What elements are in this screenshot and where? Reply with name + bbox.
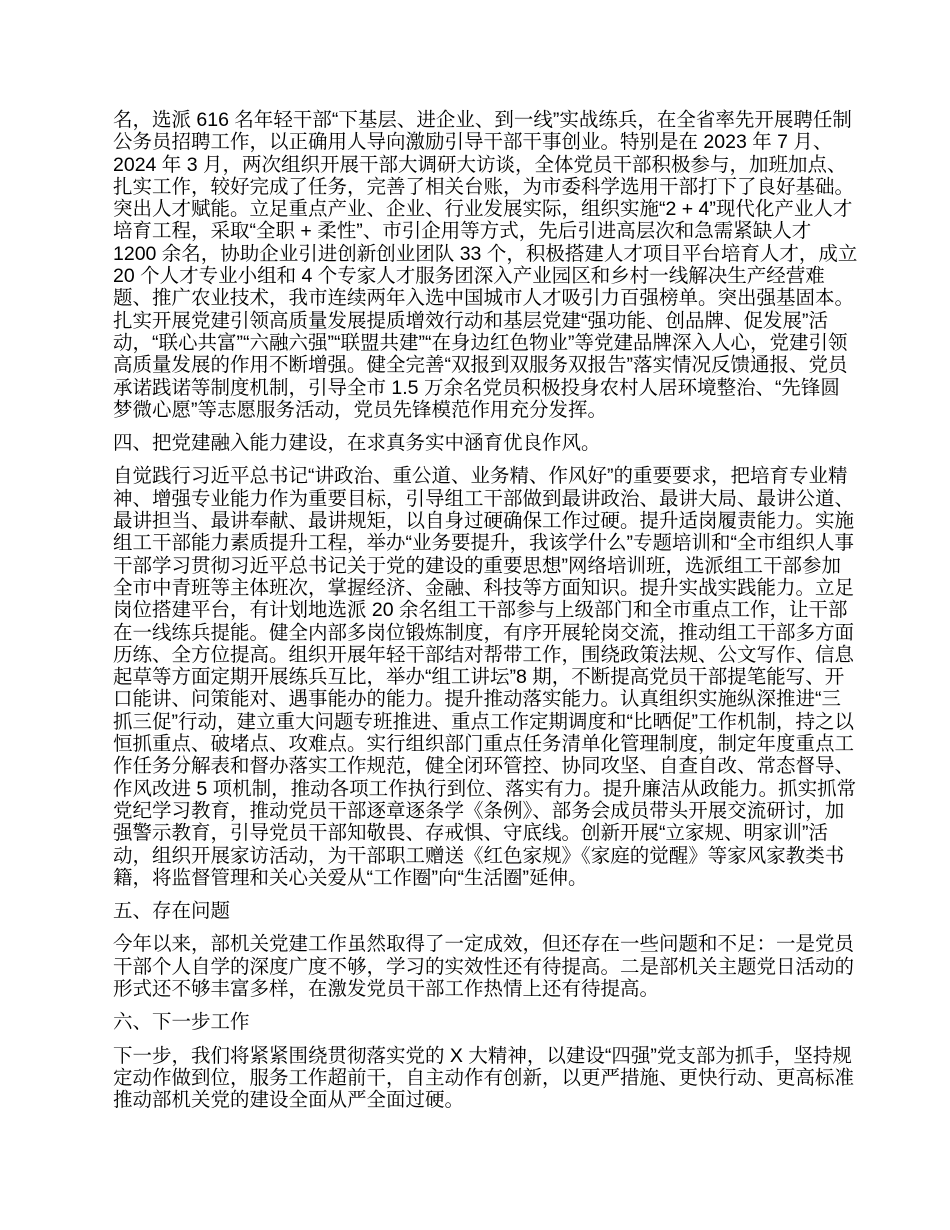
body-paragraph: 下一步，我们将紧紧围绕贯彻落实党的 X 大精神，以建设“四强”党支部为抓手，坚持规定动作做到位，服务工作超前干，自主动作有创新，以更严措施、更快行动、更高标准推动部机关党的建设全面从严全面过硬。: [113, 1044, 855, 1112]
document-page: [113, 109, 859, 1122]
section-heading: 五、存在问题: [113, 900, 231, 923]
body-paragraph: 今年以来，部机关党建工作虽然取得了一定成效，但还存在一些问题和不足：一是党员干部个人自学的深度广度不够，学习的实效性还有待提高。二是部机关主题党日活动的形式还不够丰富多样，在激发党员干部工作热情上还有待提高。: [113, 933, 855, 1000]
section-heading: 六、下一步工作: [113, 1011, 250, 1034]
body-paragraph: 自觉践行习近平总书记“讲政治、重公道、业务精、作风好”的重要要求，把培育专业精神、增强专业能力作为重要目标，引导组工干部做到最讲政治、最讲大局、最讲公道、最讲担当、最讲奉献、最讲规矩，以自身过硬确保工作过硬。提升适岗履责能力。实施组工干部能力素质提升工程，举办“业务要提升，我该学什么”专题培训和“全市组织人事干部学习贯彻习近平总书记关于党的建设的重要思想”网络培训班，选派组工干部参加全市中青班等主体班次，掌握经济、金融、科技等方面知识。提升实战实践能力。立足岗位搭建平台，有计划地选派 20 余名组工干部参与上级部门和全市重点工作，让干部在一线练兵提能。健全内部多岗位锻炼制度，有序开展轮岗交流，推动组工干部多方面历练、全方位提高。组织开展年轻干部结对帮带工作，围绕政策法规、公文写作、信息起草等方面定期开展练兵互比，举办“组工讲坛”8 期，不断提高党员干部提笔能写、开口能讲、问策能对、遇事能办的能力。提升推动落实能力。认真组织实施纵深推进“三抓三促”行动，建立重大问题专班推进、重点工作定期调度和“比晒促”工作机制，持之以恒抓重点、破堵点、攻难点。实行组织部门重点任务清单化管理制度，制定年度重点工作任务分解表和督办落实工作规范，健全闭环管控、协同攻坚、自查自改、常态督导、作风改进 5 项机制，推动各项工作执行到位、落实有力。提升廉洁从政能力。抓实抓常党纪学习教育，推动党员干部逐章逐条学《条例》、部务会成员带头开展交流研讨，加强警示教育，引导党员干部知敬畏、存戒惧、守底线。创新开展“立家规、明家训”活动，组织开展家访活动，为干部职工赠送《红色家规》《家庭的觉醒》等家风家教类书籍，将监督管理和关心关爱从“工作圈”向“生活圈”延伸。: [113, 465, 857, 889]
body-paragraph: 名，选派 616 名年轻干部“下基层、进企业、到一线”实战练兵，在全省率先开展聘任制公务员招聘工作，以正确用人导向激励引导干部干事创业。特别是在 2023 年 7 月、2024 年 3 月，两次组织开展干部大调研大访谈，全体党员干部积极参与，加班加点、扎实工作，较好完成了任务，完善了相关台账，为市委科学选用干部打下了良好基础。突出人才赋能。立足重点产业、企业、行业发展实际，组织实施“2 + 4”现代化产业人才培育工程，采取“全职 + 柔性”、市引企用等方式，先后引进高层次和急需紧缺人才 1200 余名，协助企业引进创新创业团队 33 个，积极搭建人才项目平台培育人才，成立 20 个人才专业小组和 4 个专家人才服务团深入产业园区和乡村一线解决生产经营难题、推广农业技术，我市连续两年入选中国城市人才吸引力百强榜单。突出强基固本。扎实开展党建引领高质量发展提质增效行动和基层党建“强功能、创品牌、促发展”活动，“联心共富”“六融六强”“联盟共建”“在身边红色物业”等党建品牌深入人心，党建引领高质量发展的作用不断增强。健全完善“双报到双服务双报告”落实情况反馈通报、党员承诺践诺等制度机制，引导全市 1.5 万余名党员积极投身农村人居环境整治、“先锋圆梦微心愿”等志愿服务活动，党员先锋模范作用充分发挥。: [113, 109, 858, 421]
section-heading: 四、把党建融入能力建设，在求真务实中涵育优良作风。: [113, 432, 601, 455]
